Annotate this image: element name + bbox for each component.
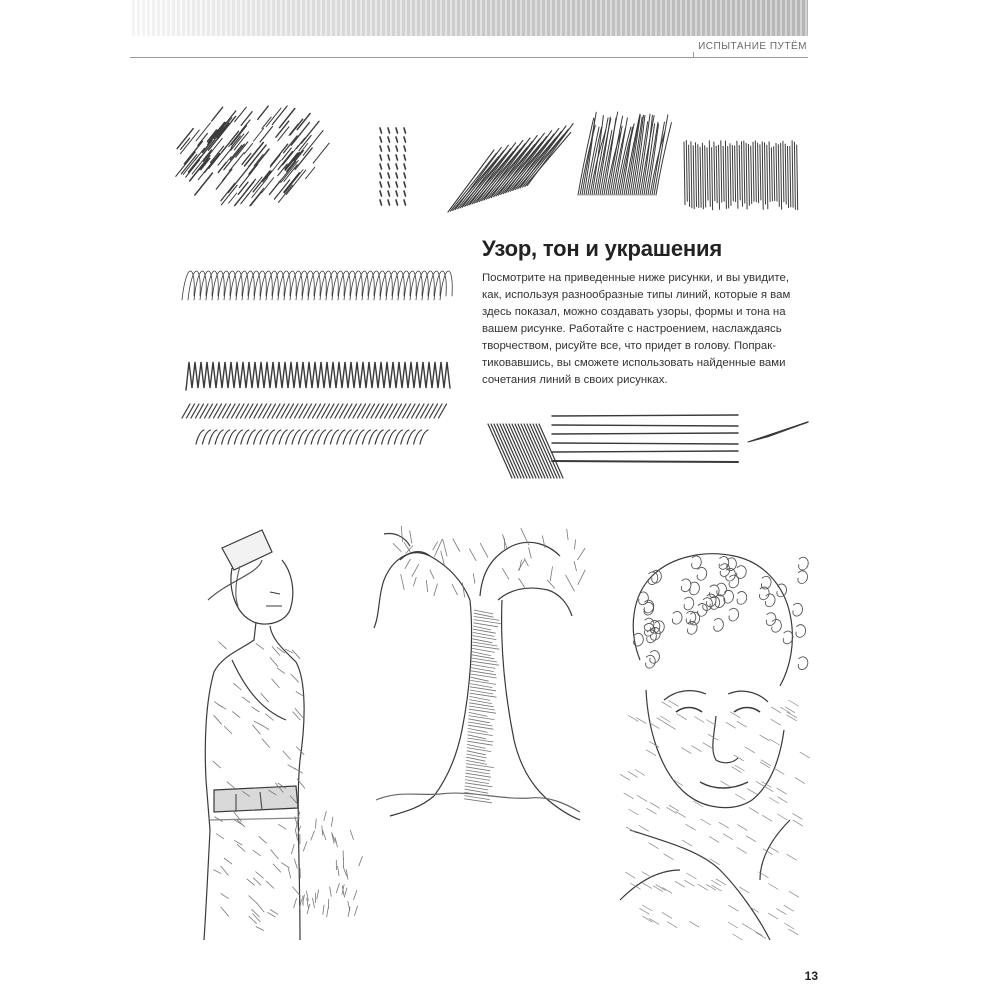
tree-drawing (374, 526, 585, 820)
vertical-hatch-swatch (684, 141, 798, 210)
paragraph-line: здесь показал, можно создавать узоры, формы и тона на (482, 306, 786, 318)
paragraph-line: как, используя разнообразные типы линий, которые я вам (482, 289, 791, 301)
paragraph-line: вашем рисунке. Работайте с настроением, наслаждаясь (482, 323, 782, 335)
page-number: 13 (804, 969, 818, 983)
paragraph-line: тиковавшись, вы сможете использовать найденные вами (482, 357, 786, 369)
paragraph-line: творчеством, рисуйте все, что придет в голову. Попрак- (482, 340, 776, 352)
nurse-figure-drawing (204, 530, 363, 940)
body-paragraph (482, 270, 812, 389)
zigzag-stroke-band (186, 362, 450, 390)
curve-stroke-band (196, 430, 428, 444)
dash-stroke-band (182, 404, 447, 418)
section-title: Узор, тон и украшения (482, 236, 722, 261)
looped-stroke-band (182, 271, 452, 300)
horizontal-lines-swatch (552, 415, 738, 462)
elderly-woman-portrait (612, 544, 810, 940)
scribble-stroke-swatch (176, 106, 329, 206)
paragraph-line: Посмотрите на приведенные ниже рисунки, и вы увидите, (482, 272, 790, 284)
running-header: ИСПЫТАНИЕ ПУТЁМ (698, 41, 807, 52)
dotted-stroke-swatch (380, 128, 406, 205)
paragraph-line: сочетания линий в своих рисунках. (482, 374, 668, 386)
diagonal-hatch-swatch (488, 424, 563, 478)
grass-stroke-swatch (578, 112, 671, 195)
hatch-stroke-swatch (448, 124, 573, 212)
wedge-hatch-swatch (748, 422, 808, 442)
